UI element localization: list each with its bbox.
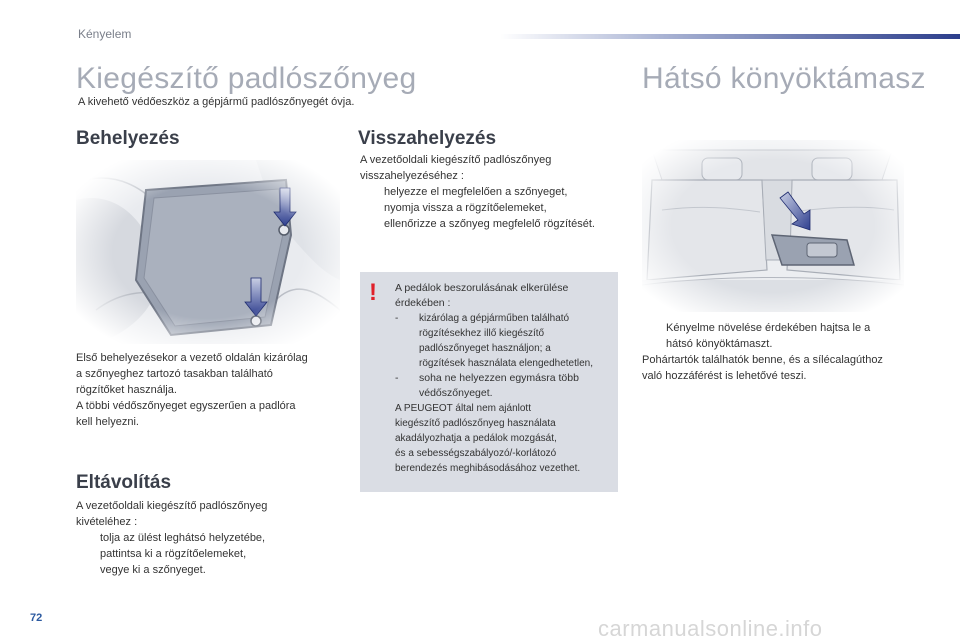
section-label: Kényelem — [78, 27, 132, 41]
install-line: A többi védőszőnyeget egyszerűen a padlóra — [76, 400, 296, 412]
warning-icon: ! — [369, 279, 377, 306]
refit-intro-line: visszahelyezéséhez : — [360, 170, 464, 182]
warning-item: - kizárólag a gépjárműben található rögzítésekhez illő kiegészítő padlószőnyeget használjon; a rögzítések használata elengedhetetlen, — [395, 313, 594, 369]
refit-step: ellenőrizze a szőnyeg megfelelő rögzítését. — [360, 216, 630, 232]
page-title-floor-mat: Kiegészítő padlószőnyeg — [76, 62, 417, 95]
watermark: carmanualsonline.info — [598, 616, 823, 641]
floor-mat-illustration — [76, 160, 340, 344]
remove-step: pattintsa ki a rögzítőelemeket, — [76, 546, 346, 562]
warning-item: - soha ne helyezzen egymásra több védőszőnyeget. — [395, 372, 579, 399]
warning-intro-line: A pedálok beszorulásának elkerülése — [395, 282, 569, 294]
bullet-icon — [360, 184, 384, 200]
warning-footer: A PEUGEOT által nem ajánlott kiegészítő padlószőnyeg használata akadályozhatja a pedálok mozgását, és a sebességszabályozó/-korlátozó berendezés meghibásodásához vezethet. — [395, 403, 581, 474]
install-line: rögzítőket használja. — [76, 384, 177, 396]
refit-heading: Visszahelyezés — [358, 128, 497, 149]
refit-step: nyomja vissza a rögzítőelemeket, — [360, 200, 630, 216]
armrest-instructions — [642, 320, 922, 384]
dash-marker: - — [395, 313, 399, 324]
floor-mat-subtitle: A kivehető védőeszköz a gépjármű padlószőnyegét óvja. — [78, 96, 355, 108]
header-accent-bar — [500, 34, 960, 39]
armrest-illustration — [642, 140, 904, 312]
install-line: Első behelyezésekor a vezető oldalán kizárólag — [76, 352, 308, 364]
remove-step: vegye ki a szőnyeget. — [76, 562, 346, 578]
install-line: kell helyezni. — [76, 416, 139, 428]
install-heading: Behelyezés — [76, 128, 180, 149]
bullet-icon — [360, 200, 384, 216]
dash-marker: - — [395, 372, 399, 384]
remove-heading: Eltávolítás — [76, 472, 172, 493]
remove-intro-line: kivételéhez : — [76, 516, 138, 528]
remove-step: tolja az ülést leghátsó helyzetébe, — [76, 530, 346, 546]
install-paragraph — [76, 350, 346, 430]
warning-text — [395, 281, 615, 476]
bullet-icon — [360, 216, 384, 232]
page-number: 72 — [30, 612, 43, 624]
bullet-icon — [76, 530, 100, 546]
refit-intro-line: A vezetőoldali kiegészítő padlószőnyeg — [360, 154, 552, 166]
remove-intro-line: A vezetőoldali kiegészítő padlószőnyeg — [76, 500, 268, 512]
armrest-step: Kényelme növelése érdekében hajtsa le a hátsó könyöktámaszt. — [642, 320, 922, 352]
install-line: a szőnyeghez tartozó tasakban található — [76, 368, 273, 380]
remove-instructions — [76, 498, 346, 578]
refit-instructions — [360, 152, 630, 232]
refit-step: helyezze el megfelelően a szőnyeget, — [360, 184, 630, 200]
page-title-armrest: Hátsó könyöktámasz — [642, 62, 926, 95]
bullet-icon — [642, 320, 666, 352]
bullet-icon — [76, 562, 100, 578]
warning-intro-line: érdekében : — [395, 297, 451, 309]
armrest-note-line: való hozzáférést is lehetővé teszi. — [642, 370, 807, 382]
armrest-note-line: Pohártartók találhatók benne, és a sílécalagúthoz — [642, 354, 883, 366]
bullet-icon — [76, 546, 100, 562]
